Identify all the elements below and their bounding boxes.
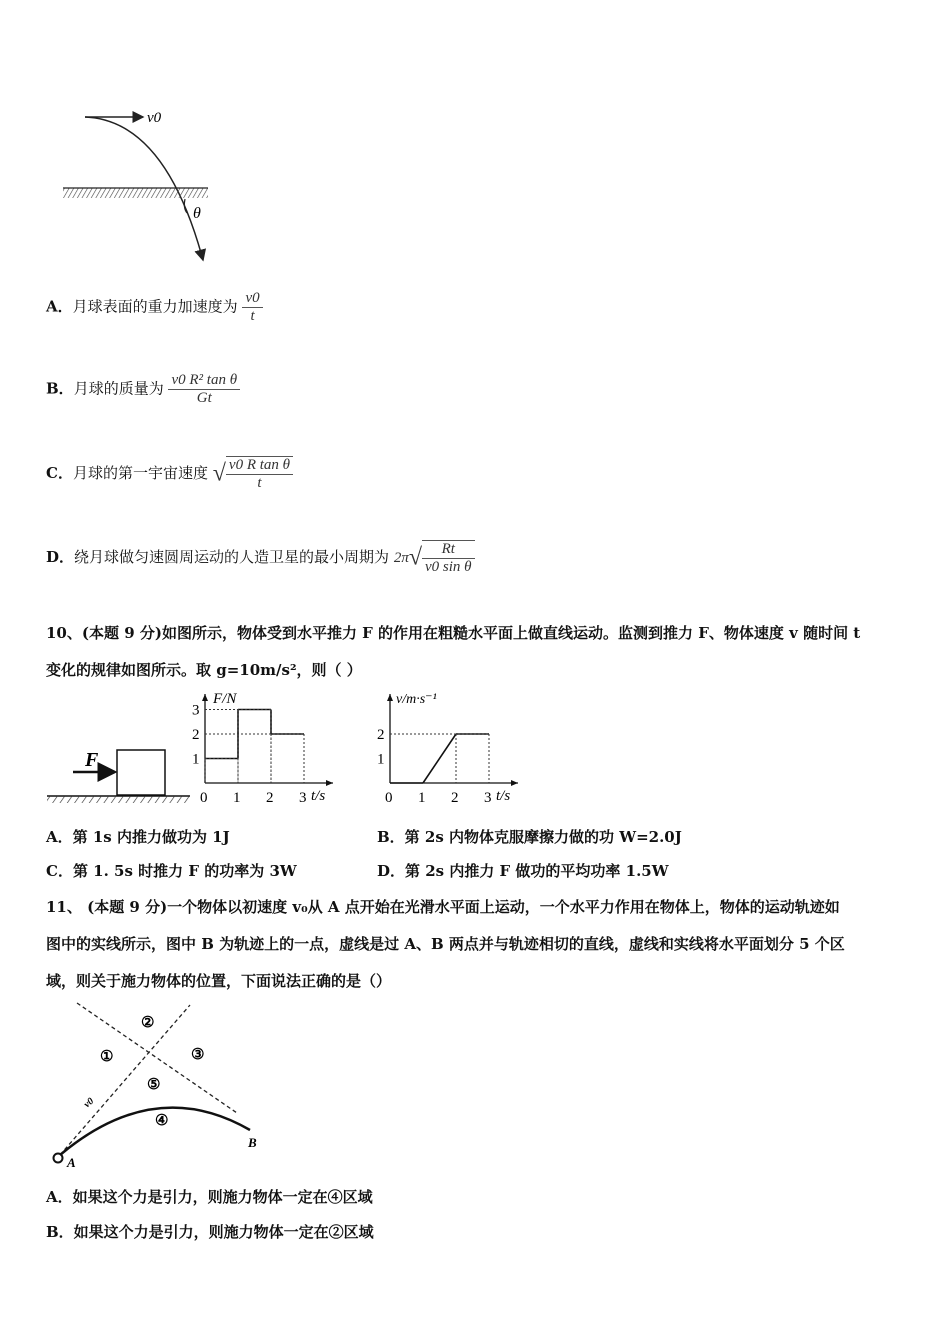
point-a bbox=[54, 1154, 63, 1163]
force-time-chart bbox=[185, 688, 345, 808]
option-d: D．绕月球做匀速圆周运动的人造卫星的最小周期为 2π√ $\frac{Rt}{\text{v0 sin θ}}$ bbox=[46, 540, 475, 576]
y-tick-label: 1 bbox=[192, 751, 200, 768]
series-segment bbox=[423, 734, 456, 783]
q10-option-d: D．第 2s 内推力 F 做功的平均功率 1.5W bbox=[377, 862, 669, 880]
y-axis-label: F/N bbox=[213, 691, 237, 707]
x-axis-label: t/s bbox=[496, 788, 511, 804]
q11-option-a: A．如果这个力是引力，则施力物体一定在④区域 bbox=[46, 1188, 373, 1206]
y-tick-label: 1 bbox=[377, 751, 385, 768]
force-label: F bbox=[85, 749, 99, 771]
formula-a: $\frac{v0}{t}$ bbox=[242, 290, 262, 325]
q10-option-c: C．第 1. 5s 时推力 F 的功率为 3W bbox=[46, 862, 297, 880]
x-tick-label: 3 bbox=[484, 790, 492, 806]
block-figure bbox=[45, 740, 195, 810]
x-tick-label: 2 bbox=[451, 790, 459, 806]
formula-d: $\frac{Rt}{\text{v0 sin θ}}$ bbox=[422, 540, 475, 576]
svg-text:v0: v0 bbox=[81, 1095, 97, 1111]
x-tick-label: 3 bbox=[299, 790, 307, 806]
v0-label: v0 bbox=[147, 110, 162, 126]
svg-text:A: A bbox=[67, 1155, 76, 1170]
y-tick-label: 3 bbox=[192, 702, 200, 719]
formula-c: $\frac{\text{v0 R tan θ}}{t}$ bbox=[226, 456, 293, 492]
y-tick-label: 2 bbox=[192, 727, 200, 743]
region-2: ② bbox=[141, 1015, 155, 1031]
q10-line-2: 变化的规律如图所示。取 g=10m/s²，则（ ） bbox=[46, 661, 362, 679]
formula-b: $\frac{\text{v0 R² tan θ}}{Gt}$ bbox=[168, 372, 240, 407]
x-axis-label: t/s bbox=[311, 788, 326, 804]
y-tick-label: 2 bbox=[377, 727, 385, 743]
x-tick-label: 0 bbox=[385, 790, 393, 806]
q10-option-a: A．第 1s 内推力做功为 1J bbox=[46, 828, 230, 846]
region-1: ① bbox=[100, 1049, 114, 1065]
x-tick-label: 0 bbox=[200, 790, 208, 806]
x-tick-label: 2 bbox=[266, 790, 274, 806]
option-b: B．月球的质量为 $\frac{\text{v0 R² tan θ}}{Gt}$ bbox=[46, 372, 240, 407]
x-tick-label: 1 bbox=[233, 790, 241, 806]
q11-line-1: 11、 (本题 9 分)一个物体以初速度 v₀从 A 点开始在光滑水平面上运动，一个水平力作用在物体上，物体的运动轨迹如 bbox=[46, 898, 840, 916]
ground-surface bbox=[63, 188, 208, 198]
x-tick-label: 1 bbox=[418, 790, 426, 806]
region-4: ④ bbox=[155, 1113, 169, 1129]
q10-line-1: 10、(本题 9 分)如图所示，物体受到水平推力 F 的作用在粗糙水平面上做直线运动。监测到推力 F、物体速度 v 随时间 t bbox=[46, 624, 861, 642]
q11-line-2: 图中的实线所示，图中 B 为轨迹上的一点，虚线是过 A、B 两点并与轨迹相切的直线，虚线和实线将水平面划分 5 个区 bbox=[46, 935, 845, 953]
tangent-line-a bbox=[60, 1005, 190, 1155]
option-a: A．月球表面的重力加速度为 $\frac{v0}{t}$ bbox=[46, 290, 263, 325]
projectile-figure bbox=[55, 100, 225, 270]
option-c: C．月球的第一宇宙速度 √ $\frac{\text{v0 R tan θ}}{t}$ bbox=[46, 456, 293, 492]
q11-option-b: B．如果这个力是引力，则施力物体一定在②区域 bbox=[46, 1223, 374, 1241]
velocity-time-chart bbox=[370, 688, 530, 808]
block bbox=[117, 750, 165, 795]
y-axis-label: v/m·s⁻¹ bbox=[396, 692, 437, 707]
q10-option-b: B．第 2s 内物体克服摩擦力做的功 W=2.0J bbox=[377, 828, 682, 846]
trajectory-region-figure bbox=[45, 995, 270, 1175]
region-3: ③ bbox=[191, 1047, 205, 1063]
svg-text:B: B bbox=[248, 1135, 257, 1150]
theta-label: θ bbox=[193, 205, 201, 222]
region-5: ⑤ bbox=[147, 1077, 161, 1093]
q11-line-3: 域，则关于施力物体的位置，下面说法正确的是（） bbox=[46, 972, 392, 990]
